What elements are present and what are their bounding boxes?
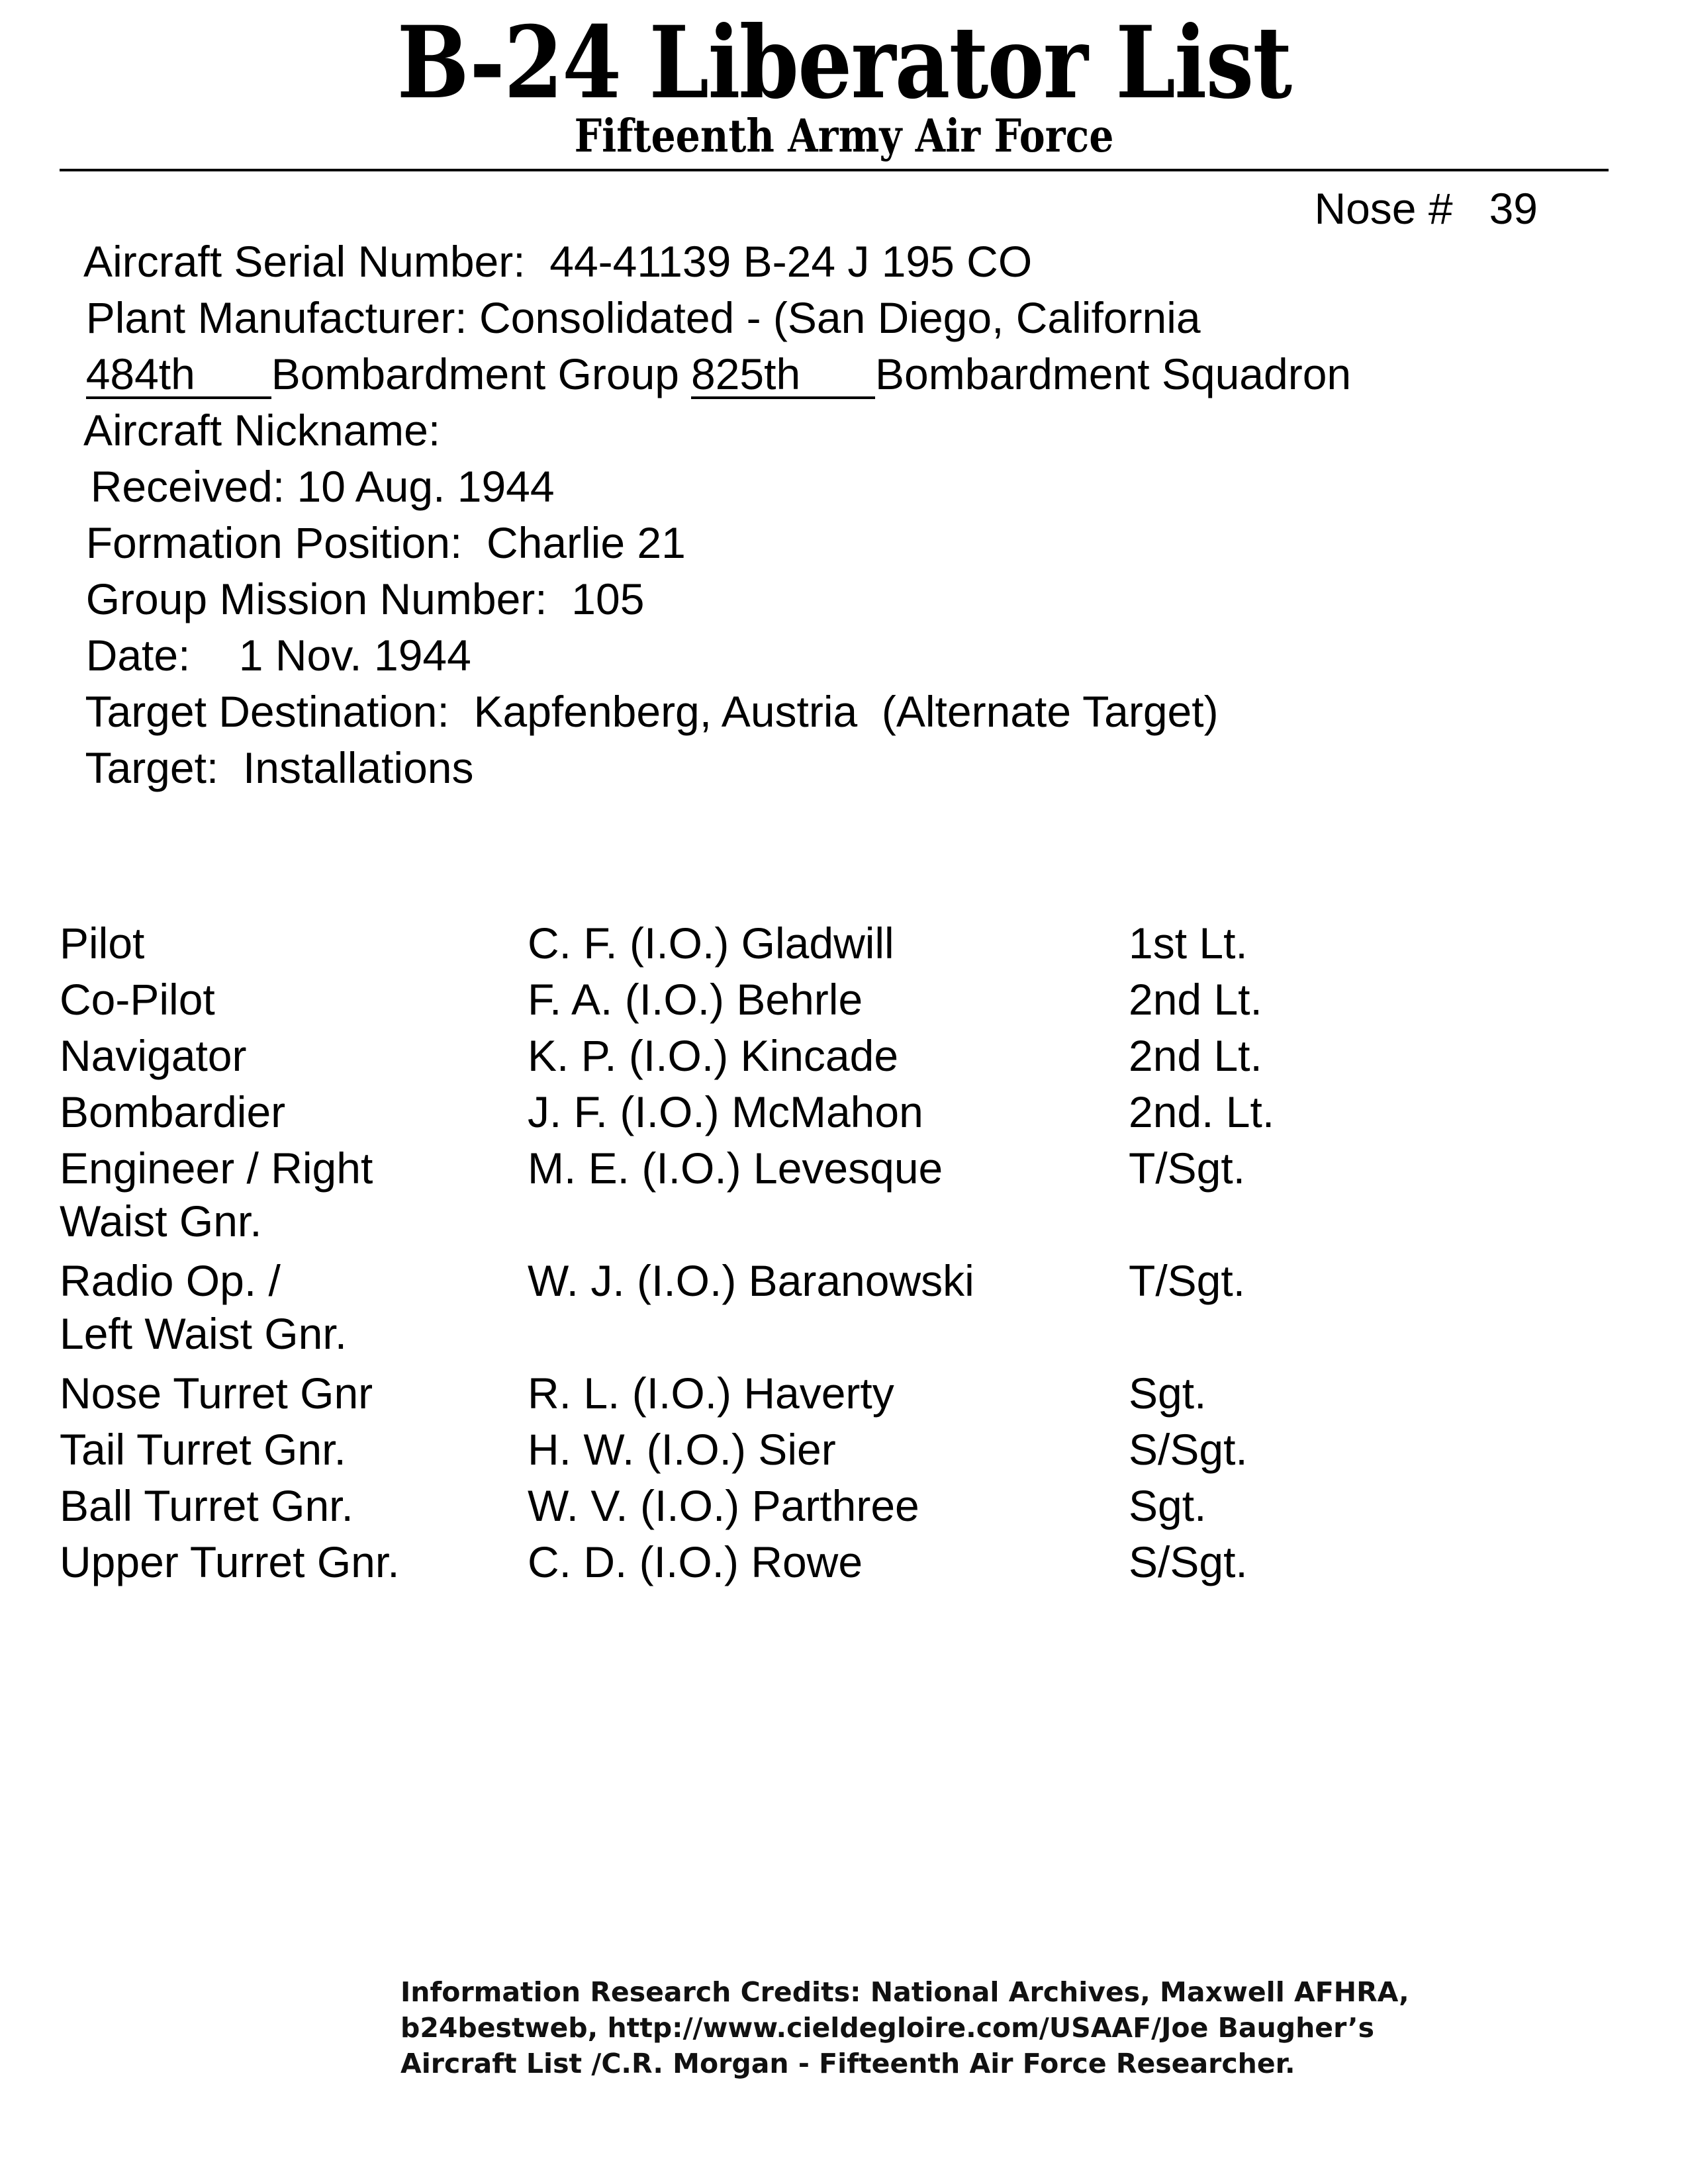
crew-row	[0, 1535, 1688, 1592]
crew-row	[0, 1479, 1688, 1535]
formation-value: Charlie 21	[486, 518, 686, 567]
crew-row	[0, 917, 1688, 973]
crew-row	[0, 1367, 1688, 1423]
document-title: B-24 Liberator List	[397, 5, 1291, 121]
crew-row	[0, 973, 1688, 1029]
nickname-label: Aircraft Nickname:	[83, 406, 441, 455]
crew-rank: T/Sgt.	[1129, 1144, 1246, 1193]
crew-name: R. L. (I.O.) Haverty	[528, 1369, 894, 1418]
crew-rank: T/Sgt.	[1129, 1256, 1246, 1305]
crew-row	[0, 1142, 1688, 1254]
credits-line: Aircraft List /C.R. Morgan - Fifteenth Air Force Researcher.	[400, 2048, 1295, 2079]
target-value: Installations	[242, 743, 474, 792]
crew-rank: 2nd Lt.	[1129, 975, 1262, 1024]
destination-label: Target Destination:	[85, 687, 449, 736]
crew-name: M. E. (I.O.) Levesque	[528, 1144, 943, 1193]
formation-label: Formation Position:	[85, 518, 463, 567]
crew-role: Navigator	[60, 1031, 247, 1080]
crew-name: K. P. (I.O.) Kincade	[528, 1031, 899, 1080]
crew-row	[0, 1029, 1688, 1085]
crew-role: Upper Turret Gnr.	[60, 1537, 400, 1586]
crew-rank: S/Sgt.	[1129, 1425, 1248, 1474]
nose-number-label: Nose #	[1314, 184, 1453, 233]
manufacturer-label: Plant Manufacturer:	[85, 293, 467, 342]
crew-rank: S/Sgt.	[1129, 1537, 1248, 1586]
date-label: Date:	[85, 631, 191, 680]
crew-role: Bombardier	[60, 1087, 286, 1136]
research-credits	[400, 1974, 1409, 2081]
squadron-number: 825th	[691, 351, 875, 399]
crew-name: W. V. (I.O.) Parthree	[528, 1481, 919, 1530]
crew-rank: 2nd. Lt.	[1129, 1087, 1275, 1136]
crew-name: J. F. (I.O.) McMahon	[528, 1087, 923, 1136]
crew-name: F. A. (I.O.) Behrle	[528, 975, 863, 1024]
serial-number-label: Aircraft Serial Number:	[83, 237, 526, 286]
crew-rank: Sgt.	[1129, 1369, 1207, 1418]
squadron-label: Bombardment Squadron	[875, 349, 1352, 398]
group-number: 484th	[86, 351, 271, 399]
crew-row	[0, 1423, 1688, 1479]
crew-row	[0, 1085, 1688, 1142]
destination-value: Kapfenberg, Austria (Alternate Target)	[473, 687, 1219, 736]
crew-rank: Sgt.	[1129, 1481, 1207, 1530]
credits-line: b24bestweb, http://www.cieldegloire.com/USAAF/Joe Baugher’s	[400, 2012, 1375, 2044]
crew-rank: 2nd Lt.	[1129, 1031, 1262, 1080]
crew-role: Tail Turret Gnr.	[60, 1425, 346, 1474]
crew-name: C. F. (I.O.) Gladwill	[528, 919, 894, 968]
crew-rank: 1st Lt.	[1129, 919, 1248, 968]
crew-role: Radio Op. / Left Waist Gnr.	[60, 1256, 348, 1358]
manufacturer-value: Consolidated - (San Diego, California	[479, 293, 1201, 342]
crew-role: Engineer / Right Waist Gnr.	[60, 1144, 373, 1246]
crew-role: Nose Turret Gnr	[60, 1369, 373, 1418]
crew-name: H. W. (I.O.) Sier	[528, 1425, 836, 1474]
target-row	[62, 688, 1624, 794]
mission-label: Group Mission Number:	[85, 574, 547, 623]
serial-number-value: 44-41139 B-24 J 195 CO	[549, 237, 1033, 286]
mission-value: 105	[571, 574, 645, 623]
received-label: Received:	[90, 462, 285, 511]
crew-name: C. D. (I.O.) Rowe	[528, 1537, 863, 1586]
group-label: Bombardment Group	[271, 349, 679, 398]
crew-role: Pilot	[60, 919, 145, 968]
crew-role: Ball Turret Gnr.	[60, 1481, 353, 1530]
nose-number	[1314, 182, 1538, 235]
credits-line: Information Research Credits: National Archives, Maxwell AFHRA,	[400, 1976, 1409, 2008]
target-label: Target:	[85, 743, 219, 792]
crew-row	[0, 1254, 1688, 1367]
crew-role: Co-Pilot	[60, 975, 215, 1024]
date-value: 1 Nov. 1944	[238, 631, 471, 680]
nose-number-value: 39	[1489, 184, 1538, 233]
title-divider	[60, 169, 1609, 171]
received-value: 10 Aug. 1944	[297, 462, 555, 511]
crew-name: W. J. (I.O.) Baranowski	[528, 1256, 974, 1305]
document-subtitle: Fifteenth Army Air Force	[574, 110, 1114, 163]
